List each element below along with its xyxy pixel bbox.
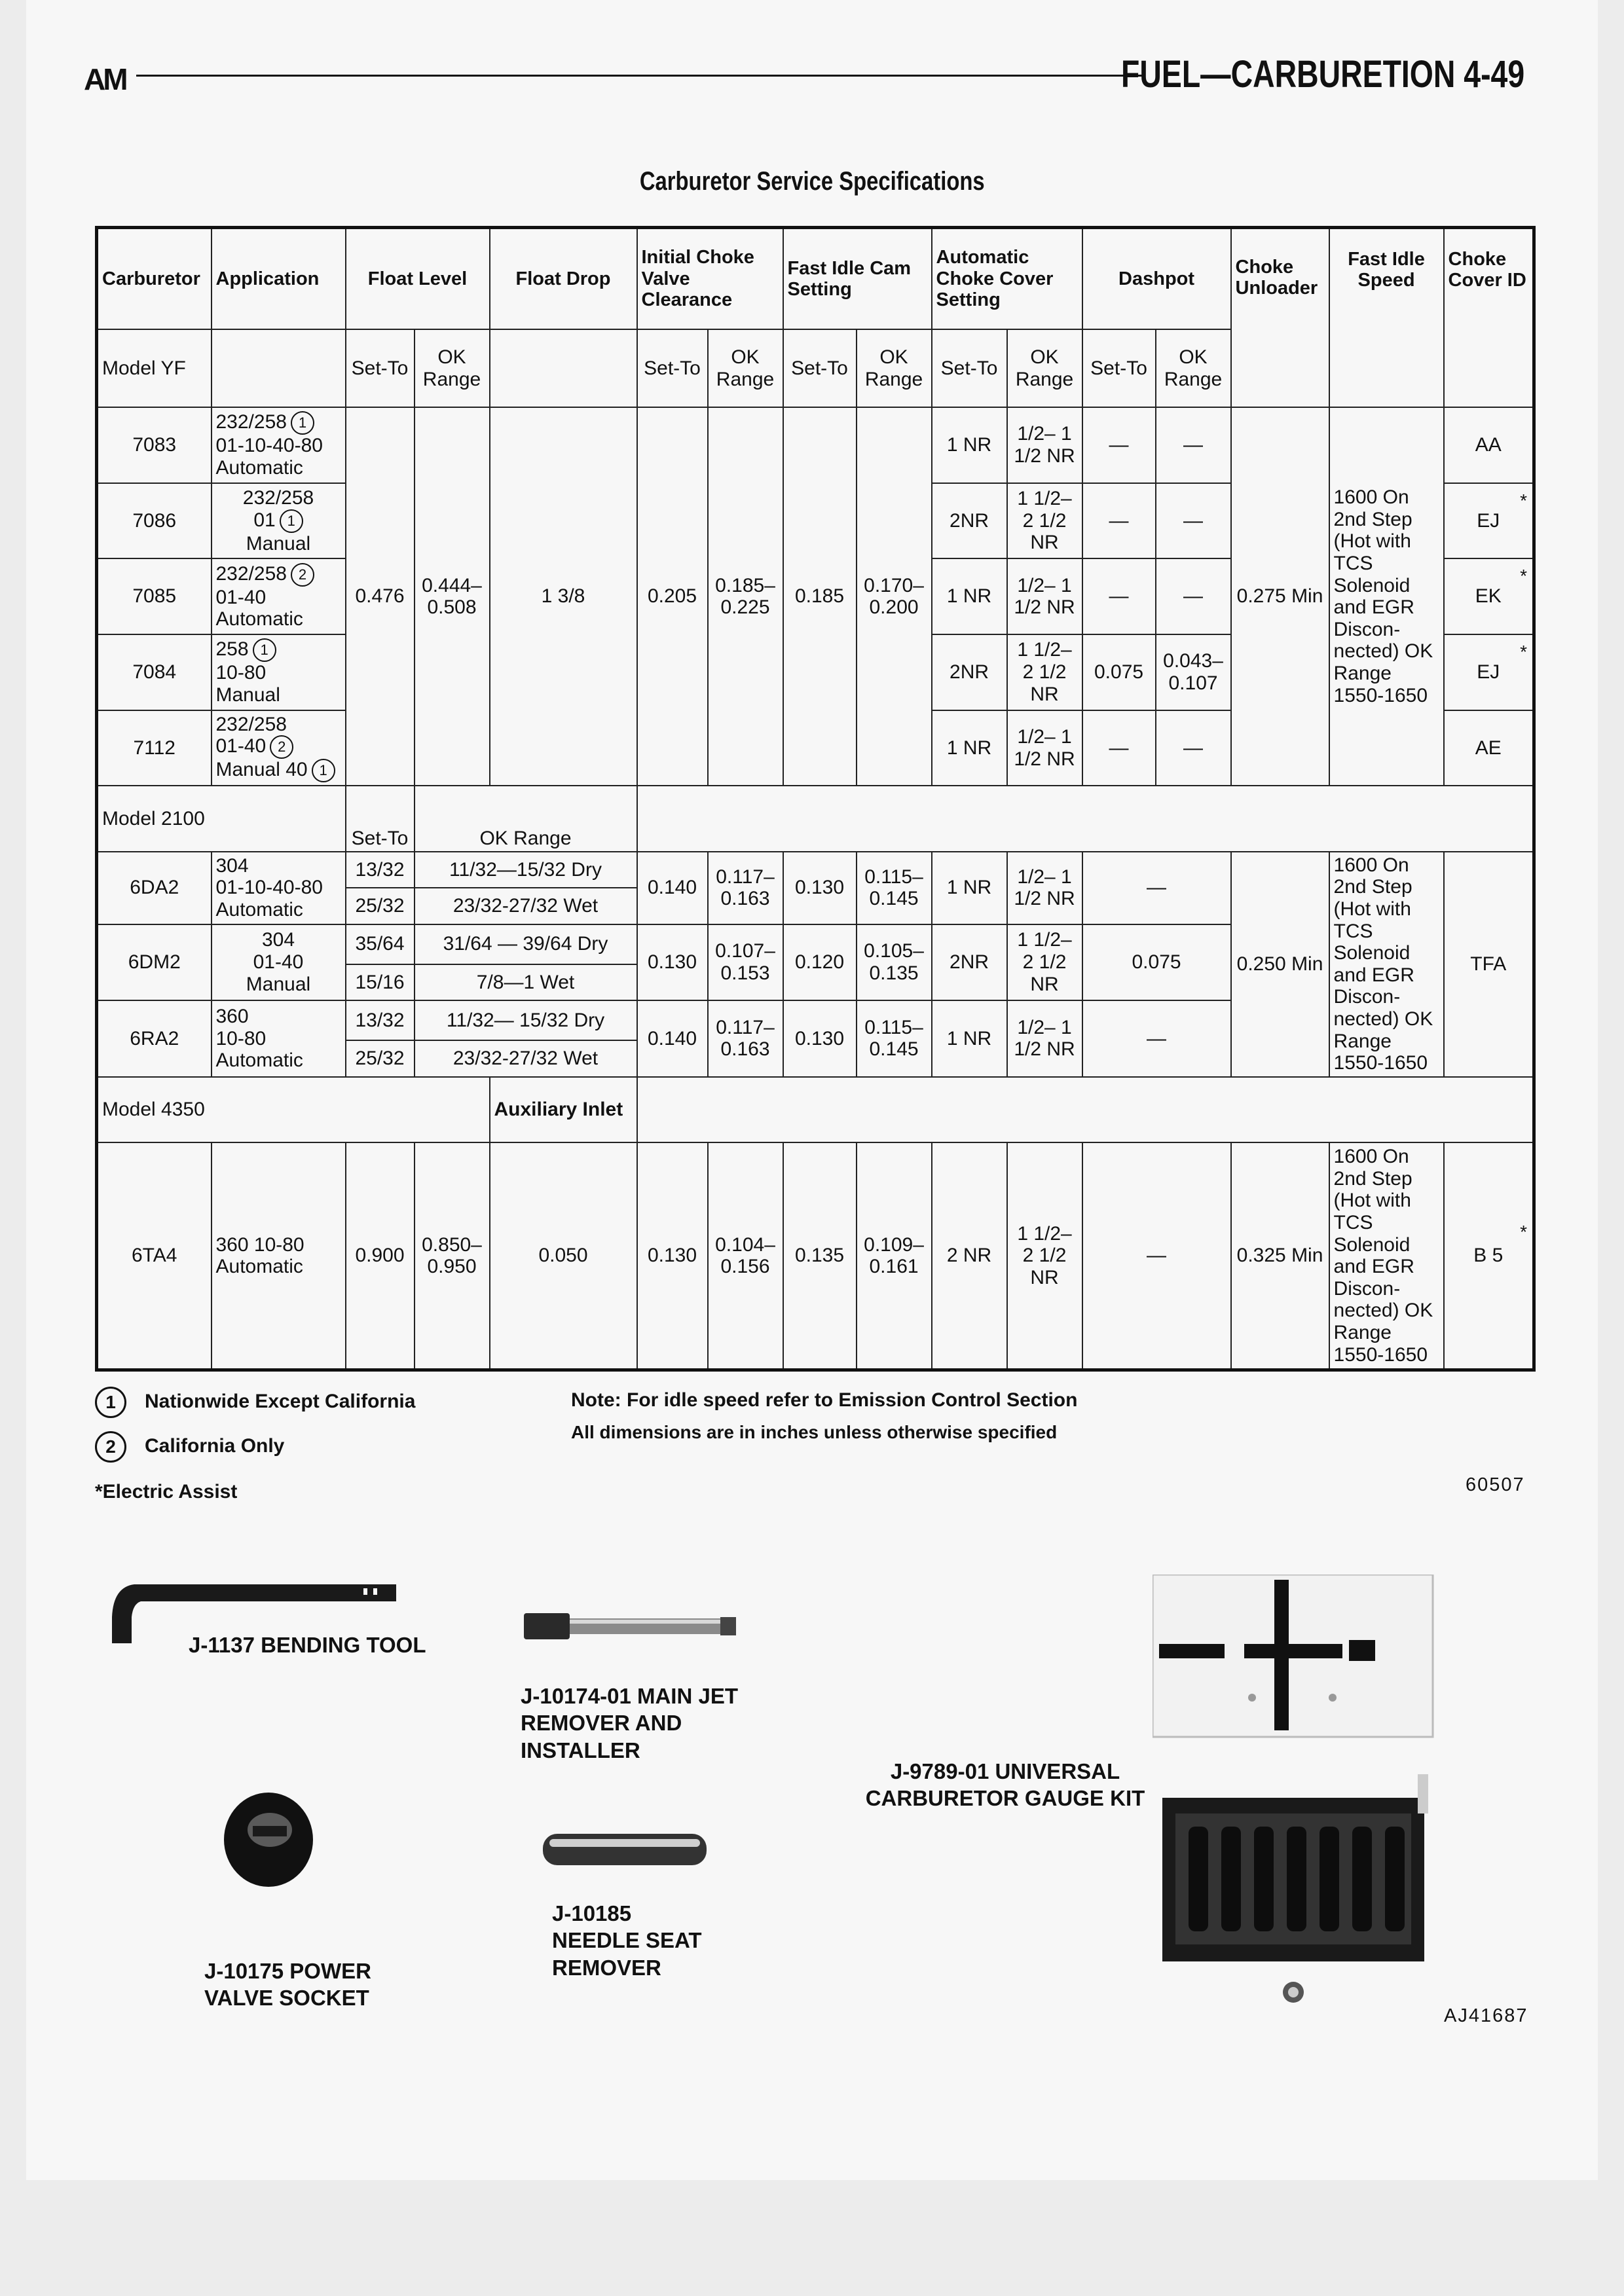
amc-logo: AM: [84, 62, 126, 96]
choke-ok: 0.117– 0.163: [708, 852, 783, 924]
note-dimensions: All dimensions are in inches unless otherwise specified: [571, 1422, 1058, 1442]
carb-number: 6TA4: [97, 1142, 212, 1370]
auto-choke-value: 2NR: [932, 634, 1007, 710]
model-2100-label: Model 2100: [97, 786, 346, 852]
header-rule: [136, 75, 1145, 77]
float-set: 13/32: [346, 1000, 415, 1040]
auto-choke-value: 1 NR: [932, 852, 1007, 924]
empty-cell: [637, 1077, 1534, 1143]
col-float-level: Float Level: [346, 228, 490, 330]
choke-cover-id: AA: [1444, 407, 1534, 483]
float-level-value: 0.476: [346, 407, 415, 786]
col-choke-cover-id: Choke Cover ID: [1444, 228, 1534, 408]
carb-number: 7083: [97, 407, 212, 483]
dashpot-value: —: [1082, 558, 1156, 634]
dashpot-value: 0.075: [1082, 924, 1231, 1001]
model-row: [97, 786, 1534, 852]
table-row: [97, 407, 1534, 483]
application-cell: 360 10-80 Automatic: [212, 1142, 346, 1370]
table-title: Carburetor Service Specifications: [639, 167, 985, 196]
cam-value: 0.130: [783, 1000, 857, 1077]
sub-set-to: Set-To: [346, 786, 415, 852]
footnote-electric: *Electric Assist: [95, 1481, 238, 1503]
application-cell: 304 01-40 Manual: [212, 924, 346, 1001]
auto-choke-value: 2 NR: [932, 1142, 1007, 1370]
figure-code: 60507: [1466, 1474, 1525, 1495]
float-set: 35/64: [346, 924, 415, 964]
dashpot-value: 0.075: [1082, 634, 1156, 710]
cam-value: 0.135: [783, 1142, 857, 1370]
illustration-code: AJ41687: [1444, 2005, 1528, 2026]
carb-number: 7086: [97, 483, 212, 559]
auto-choke-ok: 1/2– 1 1/2 NR: [1007, 407, 1082, 483]
col-choke-unloader: Choke Unloader: [1231, 228, 1329, 408]
float-drop-value: 1 3/8: [490, 407, 637, 786]
auto-choke-ok: 1/2– 1 1/2 NR: [1007, 1000, 1082, 1077]
fast-idle-speed-value: 1600 On 2nd Step (Hot with TCS Solenoid and EGR Discon-nected) OK Range 1550-1650: [1329, 407, 1444, 786]
carb-number: 7112: [97, 710, 212, 786]
table-row: [97, 852, 1534, 888]
sub-ok-range: OK Range: [708, 329, 783, 407]
gauge-piece-image: [1277, 1976, 1310, 2009]
col-initial-choke: Initial Choke Valve Clearance: [637, 228, 783, 330]
application-cell: 360 10-80 Automatic: [212, 1000, 346, 1077]
cam-ok: 0.115– 0.145: [857, 852, 932, 924]
dashpot-ok: —: [1156, 558, 1231, 634]
dashpot-ok: —: [1156, 710, 1231, 786]
cam-value: 0.185: [783, 407, 857, 786]
application-cell: 258 1 10-80 Manual: [212, 634, 346, 710]
float-range: 31/64 — 39/64 Dry: [415, 924, 637, 964]
choke-cover-id: B 5 *: [1444, 1142, 1534, 1370]
choke-unloader-value: 0.275 Min: [1231, 407, 1329, 786]
tool-label-bending: J-1137 BENDING TOOL: [189, 1633, 426, 1657]
dashpot-value: —: [1082, 407, 1156, 483]
model-4350-label: Model 4350: [97, 1077, 490, 1143]
choke-cover-id: TFA: [1444, 852, 1534, 1077]
auto-choke-value: 1 NR: [932, 710, 1007, 786]
col-dashpot: Dashpot: [1082, 228, 1231, 330]
power-valve-socket-image: [223, 1777, 314, 1889]
empty-cell: [490, 329, 637, 407]
sub-set-to: Set-To: [1082, 329, 1156, 407]
choke-value: 0.130: [637, 924, 708, 1001]
carb-number: 6DA2: [97, 852, 212, 924]
sub-ok-range: OK Range: [415, 786, 637, 852]
footnote-2: 2 California Only: [95, 1431, 284, 1463]
model-row: [97, 1077, 1534, 1143]
col-application: Application: [212, 228, 346, 330]
gauge-kit-case-image: [1162, 1774, 1431, 1971]
auto-choke-value: 1 NR: [932, 407, 1007, 483]
float-set: 25/32: [346, 888, 415, 924]
application-cell: 232/258 01 1 Manual: [212, 483, 346, 559]
sub-set-to: Set-To: [783, 329, 857, 407]
empty-cell: [212, 329, 346, 407]
dashpot-value: —: [1082, 1142, 1231, 1370]
auto-choke-ok: 1/2– 1 1/2 NR: [1007, 852, 1082, 924]
dashpot-value: —: [1082, 483, 1156, 559]
choke-unloader-value: 0.325 Min: [1231, 1142, 1329, 1370]
auto-choke-value: 2NR: [932, 483, 1007, 559]
sub-ok-range: OK Range: [1007, 329, 1082, 407]
col-fast-idle-cam: Fast Idle Cam Setting: [783, 228, 932, 330]
auto-choke-ok: 1 1/2– 2 1/2 NR: [1007, 634, 1082, 710]
float-range: 23/32-27/32 Wet: [415, 1040, 637, 1076]
table-row: [97, 1142, 1534, 1370]
sub-set-to: Set-To: [346, 329, 415, 407]
auto-choke-ok: 1/2– 1 1/2 NR: [1007, 558, 1082, 634]
choke-ok: 0.185–0.225: [708, 407, 783, 786]
float-range: 11/32—15/32 Dry: [415, 852, 637, 888]
dashpot-value: —: [1082, 852, 1231, 924]
spec-table: [95, 226, 1536, 1372]
tool-label-power-valve: J-10175 POWER VALVE SOCKET: [204, 1959, 371, 2011]
dashpot-ok: 0.043– 0.107: [1156, 634, 1231, 710]
float-level-ok: 0.444–0.508: [415, 407, 490, 786]
choke-value: 0.205: [637, 407, 708, 786]
page-title: FUEL—CARBURETION 4-49: [1120, 53, 1524, 96]
float-range: 11/32— 15/32 Dry: [415, 1000, 637, 1040]
cam-value: 0.130: [783, 852, 857, 924]
choke-ok: 0.117– 0.163: [708, 1000, 783, 1077]
cam-ok: 0.105– 0.135: [857, 924, 932, 1001]
model-yf-label: Model YF: [97, 329, 212, 407]
choke-cover-id: AE: [1444, 710, 1534, 786]
choke-value: 0.140: [637, 1000, 708, 1077]
gauge-kit-lid-image: [1153, 1575, 1434, 1738]
dashpot-value: —: [1082, 1000, 1231, 1077]
sub-ok-range: OK Range: [1156, 329, 1231, 407]
cam-value: 0.120: [783, 924, 857, 1001]
col-fast-idle-speed: Fast Idle Speed: [1329, 228, 1444, 408]
dashpot-ok: —: [1156, 407, 1231, 483]
float-range: 23/32-27/32 Wet: [415, 888, 637, 924]
auto-choke-value: 2NR: [932, 924, 1007, 1001]
choke-cover-id: EJ *: [1444, 483, 1534, 559]
application-cell: 232/258 2 01-40 Automatic: [212, 558, 346, 634]
auto-choke-ok: 1 1/2– 2 1/2 NR: [1007, 924, 1082, 1001]
tool-label-main-jet: J-10174-01 MAIN JET REMOVER AND INSTALLER: [521, 1684, 738, 1762]
application-cell: 304 01-10-40-80 Automatic: [212, 852, 346, 924]
float-set: 15/16: [346, 964, 415, 1000]
choke-value: 0.130: [637, 1142, 708, 1370]
float-range: 7/8—1 Wet: [415, 964, 637, 1000]
cam-ok: 0.109– 0.161: [857, 1142, 932, 1370]
choke-value: 0.140: [637, 852, 708, 924]
application-cell: 232/258 01-40 2 Manual 40 1: [212, 710, 346, 786]
carb-number: 7084: [97, 634, 212, 710]
choke-ok: 0.107– 0.153: [708, 924, 783, 1001]
choke-cover-id: EK *: [1444, 558, 1534, 634]
sub-ok-range: OK Range: [857, 329, 932, 407]
float-level-ok: 0.850– 0.950: [415, 1142, 490, 1370]
choke-unloader-value: 0.250 Min: [1231, 852, 1329, 1077]
dashpot-ok: —: [1156, 483, 1231, 559]
footnote-1: 1 Nationwide Except California: [95, 1387, 415, 1418]
fast-idle-speed-value: 1600 On 2nd Step (Hot with TCS Solenoid and EGR Discon-nected) OK Range 1550-1650: [1329, 1142, 1444, 1370]
sub-ok-range: OK Range: [415, 329, 490, 407]
col-auto-choke: Automatic Choke Cover Setting: [932, 228, 1082, 330]
auto-choke-value: 1 NR: [932, 558, 1007, 634]
needle-seat-remover-image: [540, 1830, 710, 1869]
auto-choke-ok: 1 1/2– 2 1/2 NR: [1007, 1142, 1082, 1370]
aux-inlet-header: Auxiliary Inlet: [490, 1077, 637, 1143]
carb-number: 6DM2: [97, 924, 212, 1001]
empty-cell: [637, 786, 1534, 852]
cam-ok: 0.115– 0.145: [857, 1000, 932, 1077]
tool-label-needle-seat: J-10185 NEEDLE SEAT REMOVER: [552, 1901, 702, 1980]
cam-ok: 0.170–0.200: [857, 407, 932, 786]
col-float-drop: Float Drop: [490, 228, 637, 330]
fast-idle-speed-value: 1600 On 2nd Step (Hot with TCS Solenoid and EGR Discon-nected) OK Range 1550-1650: [1329, 852, 1444, 1077]
auto-choke-ok: 1 1/2– 2 1/2 NR: [1007, 483, 1082, 559]
sub-set-to: Set-To: [932, 329, 1007, 407]
choke-cover-id: EJ *: [1444, 634, 1534, 710]
auto-choke-ok: 1/2– 1 1/2 NR: [1007, 710, 1082, 786]
tool-label-gauge-kit: J-9789-01 UNIVERSAL CARBURETOR GAUGE KIT: [865, 1759, 1145, 1811]
dashpot-value: —: [1082, 710, 1156, 786]
col-carburetor: Carburetor: [97, 228, 212, 330]
float-set: 13/32: [346, 852, 415, 888]
float-level-value: 0.900: [346, 1142, 415, 1370]
auto-choke-value: 1 NR: [932, 1000, 1007, 1077]
aux-inlet-value: 0.050: [490, 1142, 637, 1370]
note-idle-speed: Note: For idle speed refer to Emission Control Section: [571, 1389, 1078, 1411]
carb-number: 7085: [97, 558, 212, 634]
sub-set-to: Set-To: [637, 329, 708, 407]
choke-ok: 0.104– 0.156: [708, 1142, 783, 1370]
main-jet-remover-image: [524, 1611, 740, 1643]
application-cell: 232/258 1 01-10-40-80 Automatic: [212, 407, 346, 483]
float-set: 25/32: [346, 1040, 415, 1076]
page-header: [84, 52, 1524, 98]
carb-number: 6RA2: [97, 1000, 212, 1077]
